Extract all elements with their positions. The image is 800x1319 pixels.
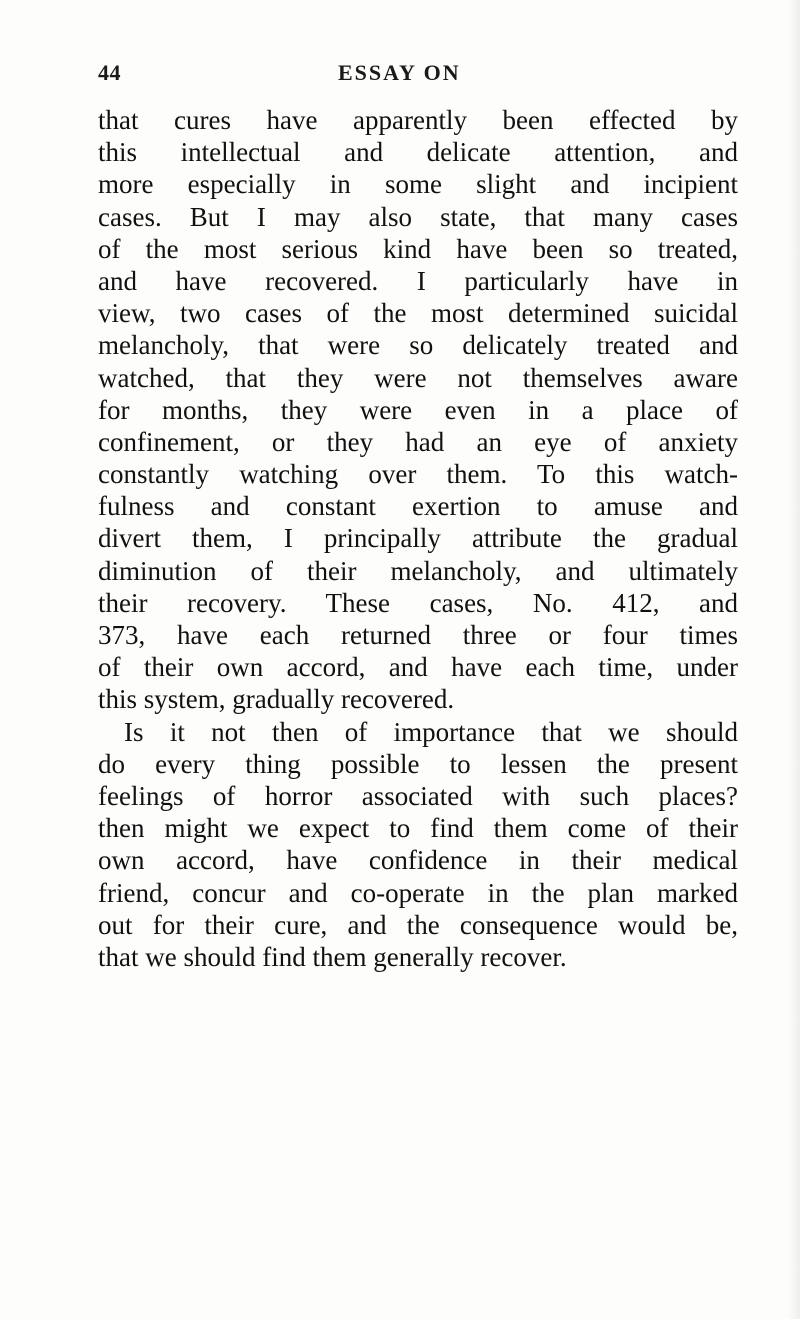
text-line: constantly watching over them. To this watch- (98, 459, 738, 490)
text-line: diminution of their melancholy, and ultimately (98, 555, 738, 586)
text-line: then might we expect to find them come of their (98, 813, 738, 844)
text-line: that we should find them generally recover. (98, 941, 567, 972)
text-line: confinement, or they had an eye of anxiety (98, 426, 738, 457)
text-line: feelings of horror associated with such places? (98, 780, 738, 811)
body-text (98, 104, 738, 973)
text-line: view, two cases of the most determined suicidal (98, 298, 738, 329)
text-line: and have recovered. I particularly have in (98, 265, 738, 296)
text-line: melancholy, that were so delicately treated and (98, 330, 738, 361)
page-number: 44 (98, 60, 121, 85)
page-edge-shadow (788, 0, 800, 1319)
text-line: for months, they were even in a place of (98, 394, 738, 425)
text-line: own accord, have confidence in their medical (98, 845, 738, 876)
text-line: this system, gradually recovered. (98, 684, 455, 715)
text-line: do every thing possible to lessen the present (98, 748, 738, 779)
text-line: more especially in some slight and incipient (98, 169, 738, 200)
paragraph-1 (98, 104, 738, 716)
text-line: that cures have apparently been effected by (98, 105, 738, 135)
text-line: this intellectual and delicate attention, and (98, 137, 738, 168)
text-line: friend, concur and co-operate in the plan marked (98, 877, 738, 908)
text-line: cases. But I may also state, that many cases (98, 201, 738, 232)
text-line: of their own accord, and have each time, under (98, 652, 738, 683)
text-line: of the most serious kind have been so treated, (98, 233, 738, 264)
text-line: fulness and constant exertion to amuse and (98, 491, 738, 522)
text-line: Is it not then of importance that we should (124, 716, 738, 747)
paragraph-2 (98, 716, 738, 974)
text-line: their recovery. These cases, No. 412, and (98, 587, 738, 618)
text-line: out for their cure, and the consequence would be, (98, 909, 738, 940)
text-line: watched, that they were not themselves aware (98, 362, 738, 393)
running-head (98, 60, 738, 96)
text-line: 373, have each returned three or four times (98, 620, 738, 650)
running-title: ESSAY ON (338, 60, 461, 85)
text-line: divert them, I principally attribute the gradual (98, 523, 738, 554)
